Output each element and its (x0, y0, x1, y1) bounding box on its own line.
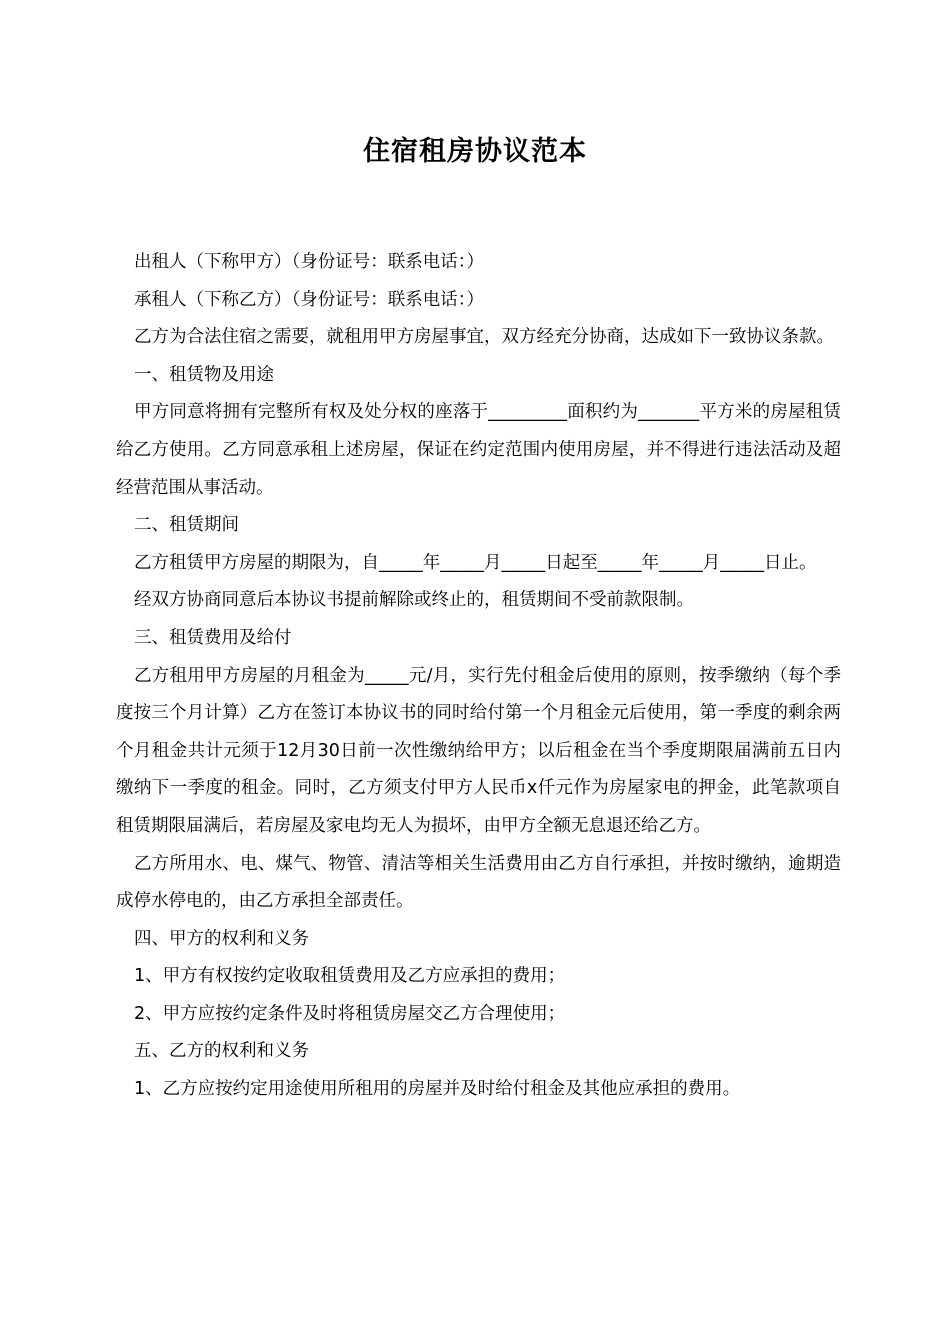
section-heading-3: 三、租赁费用及给付 (134, 627, 292, 648)
paragraph-term-exception: 经双方协商同意后本协议书提前解除或终止的，租赁期间不受前款限制。 (134, 590, 694, 611)
paragraph-lessee: 承租人（下称乙方）（身份证号：联系电话：） (134, 289, 484, 310)
paragraph-rent: 乙方租用甲方房屋的月租金为_____元/月，实行先付租金后使用的原则，按季缴纳（每个季度按三个月计算）乙方在签订本协议书的同时给付第一个月租金元后使用，第一季度的剩余两个月租金共计元须于12月30日前一次性缴纳给甲方；以后租金在当个季度期限届满前五日内缴纳下一季度的租金。同时，乙方须支付甲方人民币x仟元作为房屋家电的押金，此笔款项自租赁期限届满后，若房屋及家电均无人为损坏，由甲方全额无息退还给乙方。 (116, 665, 841, 836)
section-heading-1: 一、租赁物及用途 (134, 364, 274, 385)
paragraph-property: 甲方同意将拥有完整所有权及处分权的座落于_________面积约为_______平方米的房屋租赁给乙方使用。乙方同意承租上述房屋，保证在约定范围内使用房屋，并不得进行违法活动及超经营范围从事活动。 (116, 402, 841, 498)
paragraph-utilities: 乙方所用水、电、煤气、物管、清洁等相关生活费用由乙方自行承担，并按时缴纳，逾期造成停水停电的，由乙方承担全部责任。 (116, 853, 841, 912)
document-title: 住宿租房协议范本 (363, 136, 587, 167)
paragraph-lessor-right-1: 1、甲方有权按约定收取租赁费用及乙方应承担的费用； (134, 966, 566, 987)
section-heading-2: 二、租赁期间 (134, 515, 239, 536)
paragraph-lessor-right-2: 2、甲方应按约定条件及时将租赁房屋交乙方合理使用； (134, 1003, 566, 1024)
paragraph-intro: 乙方为合法住宿之需要，就租用甲方房屋事宜，双方经充分协商，达成如下一致协议条款。 (134, 327, 834, 348)
section-heading-5: 五、乙方的权利和义务 (134, 1041, 309, 1062)
paragraph-lessor: 出租人（下称甲方）（身份证号：联系电话：） (134, 252, 484, 272)
section-heading-4: 四、甲方的权利和义务 (134, 928, 309, 949)
paragraph-lessee-duty-1: 1、乙方应按约定用途使用所租用的房屋并及时给付租金及其他应承担的费用。 (134, 1079, 741, 1100)
document-body (116, 244, 841, 1109)
paragraph-term: 乙方租赁甲方房屋的期限为，自_____年_____月_____日起至_____年_____月_____日止。 (134, 552, 817, 573)
